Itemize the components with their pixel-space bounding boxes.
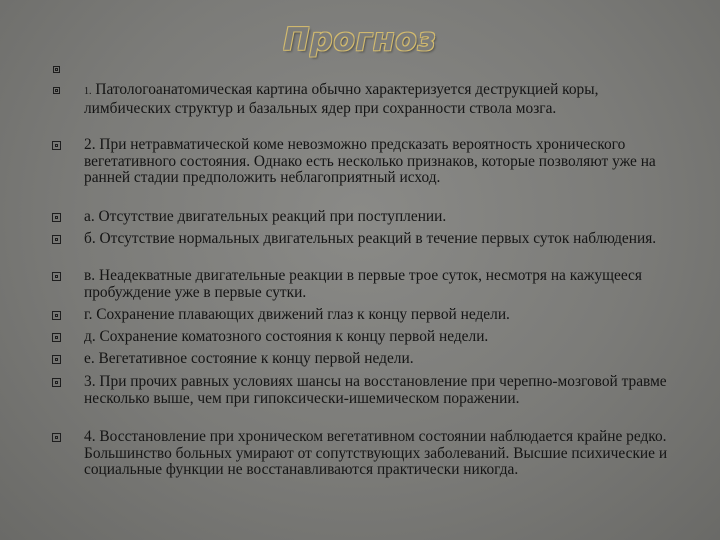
square-bullet-icon (53, 87, 60, 94)
list-item-text: г. Сохранение плавающих движений глаз к концу первой недели. (84, 306, 510, 323)
square-bullet-icon (52, 433, 61, 442)
square-bullet-icon (52, 355, 61, 364)
square-bullet-icon (52, 213, 61, 222)
list-item-text: е. Вегетативное состояние к концу первой недели. (84, 350, 414, 367)
square-bullet-icon (52, 141, 61, 150)
square-bullet-icon (52, 235, 61, 244)
slide-title: Прогноз (283, 22, 437, 58)
square-bullet-icon (52, 333, 61, 342)
list-item-text: б. Отсутствие нормальных двигательных реакций в течение первых суток наблюдения. (84, 230, 657, 247)
list-item-text: 4. Восстановление при хроническом вегетативном состоянии наблюдается крайне редко. Большинство больных умирают от сопутствующих заболеваний. Высшие психические и социальные функции не восстанавливаются практически никогда. (84, 428, 668, 478)
item-number: 1. (84, 86, 92, 97)
list-item-text: в. Неадекватные двигательные реакции в первые трое суток, несмотря на кажущееся пробуждение уже в первые сутки. (84, 267, 642, 301)
square-bullet-icon (52, 311, 61, 320)
item-text: Патологоанатомическая картина обычно характеризуется деструкцией коры, лимбических структур и базальных ядер при сохранности ствола мозга. (84, 81, 599, 117)
list-item-text: 2. При нетравматической коме невозможно предсказать вероятность хронического вегетативного состояния. Однако есть несколько признаков, которые позволяют уже на ранней стадии предположить неблагоприятный исход. (84, 136, 656, 186)
square-bullet-icon (53, 66, 60, 73)
list-item-text: д. Сохранение коматозного состояния к концу первой недели. (84, 328, 489, 345)
square-bullet-icon (52, 272, 61, 281)
list-item-text (84, 82, 684, 117)
list-item-text: а. Отсутствие двигательных реакций при поступлении. (84, 208, 447, 225)
square-bullet-icon (52, 378, 61, 387)
list-item-text: 3. При прочих равных условиях шансы на восстановление при черепно-мозговой травме несколько выше, чем при гипоксически-ишемическом поражении. (84, 373, 667, 407)
